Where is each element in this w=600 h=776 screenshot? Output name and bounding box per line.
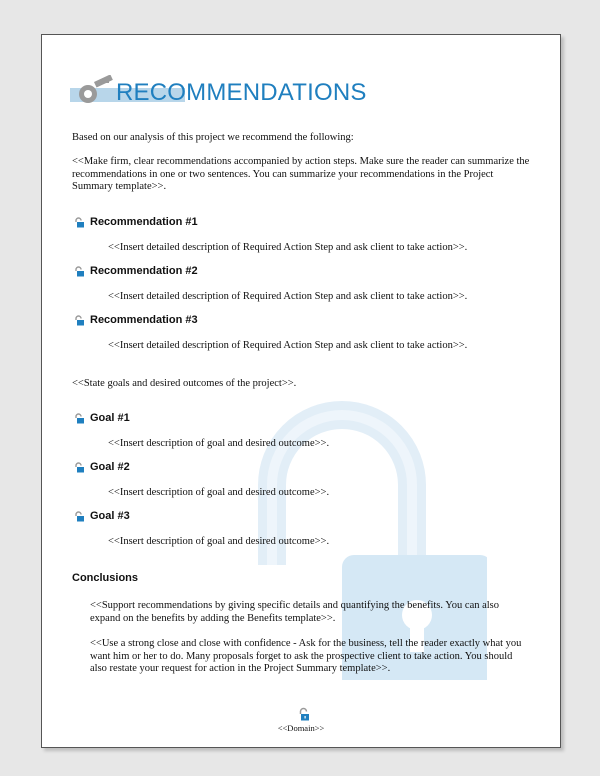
goal-title: Goal #2 <box>90 461 130 473</box>
recommendation-title: Recommendation #3 <box>90 314 198 326</box>
recommendation-description: <<Insert detailed description of Required Action Step and ask client to take action>>. <box>108 291 468 302</box>
padlock-icon <box>74 315 85 326</box>
goal-heading <box>90 412 130 424</box>
recommendation-description: <<Insert detailed description of Required Action Step and ask client to take action>>. <box>108 340 468 351</box>
instruction-paragraph: <<Make firm, clear recommendations accompanied by action steps. Make sure the reader can summarize the recommendations in one or two sentences. You can summarize your recommendations in the Project Summary template>>. <box>72 156 530 192</box>
conclusion-paragraph: <<Use a strong close and close with confidence - Ask for the business, tell the reader exactly what you want him or her to do. Many proposals forget to ask the prospective client to take action. You should also restate your request for action in the Project Summary template>>. <box>90 638 522 674</box>
padlock-icon <box>74 413 85 424</box>
recommendation-heading <box>90 216 198 228</box>
padlock-watermark-icon <box>247 380 487 680</box>
document-page <box>41 34 561 748</box>
padlock-icon <box>74 266 85 277</box>
intro-text: Based on our analysis of this project we recommend the following: <box>72 132 354 143</box>
goal-description: <<Insert description of goal and desired outcome>>. <box>108 536 330 547</box>
footer-domain: <<Domain>> <box>277 723 325 733</box>
padlock-icon <box>74 511 85 522</box>
goal-description: <<Insert description of goal and desired outcome>>. <box>108 438 330 449</box>
padlock-icon <box>74 462 85 473</box>
goal-title: Goal #1 <box>90 412 130 424</box>
header <box>70 75 367 115</box>
recommendation-description: <<Insert detailed description of Required Action Step and ask client to take action>>. <box>108 242 468 253</box>
recommendation-title: Recommendation #1 <box>90 216 198 228</box>
conclusion-paragraph: <<Support recommendations by giving specific details and quantifying the benefits. You can also expand on the benefits by adding the Benefits template>>. <box>90 600 500 624</box>
page-title: RECOMMENDATIONS <box>116 79 367 106</box>
recommendation-heading <box>90 265 198 277</box>
recommendation-title: Recommendation #2 <box>90 265 198 277</box>
goal-title: Goal #3 <box>90 510 130 522</box>
key-icon <box>74 75 118 107</box>
recommendation-heading <box>90 314 198 326</box>
goal-description: <<Insert description of goal and desired outcome>>. <box>108 487 330 498</box>
conclusions-heading: Conclusions <box>72 572 139 584</box>
goal-heading <box>90 461 130 473</box>
padlock-icon <box>74 217 85 228</box>
goals-intro-text: <<State goals and desired outcomes of the project>>. <box>72 378 297 389</box>
goal-heading <box>90 510 130 522</box>
padlock-icon <box>298 707 310 721</box>
